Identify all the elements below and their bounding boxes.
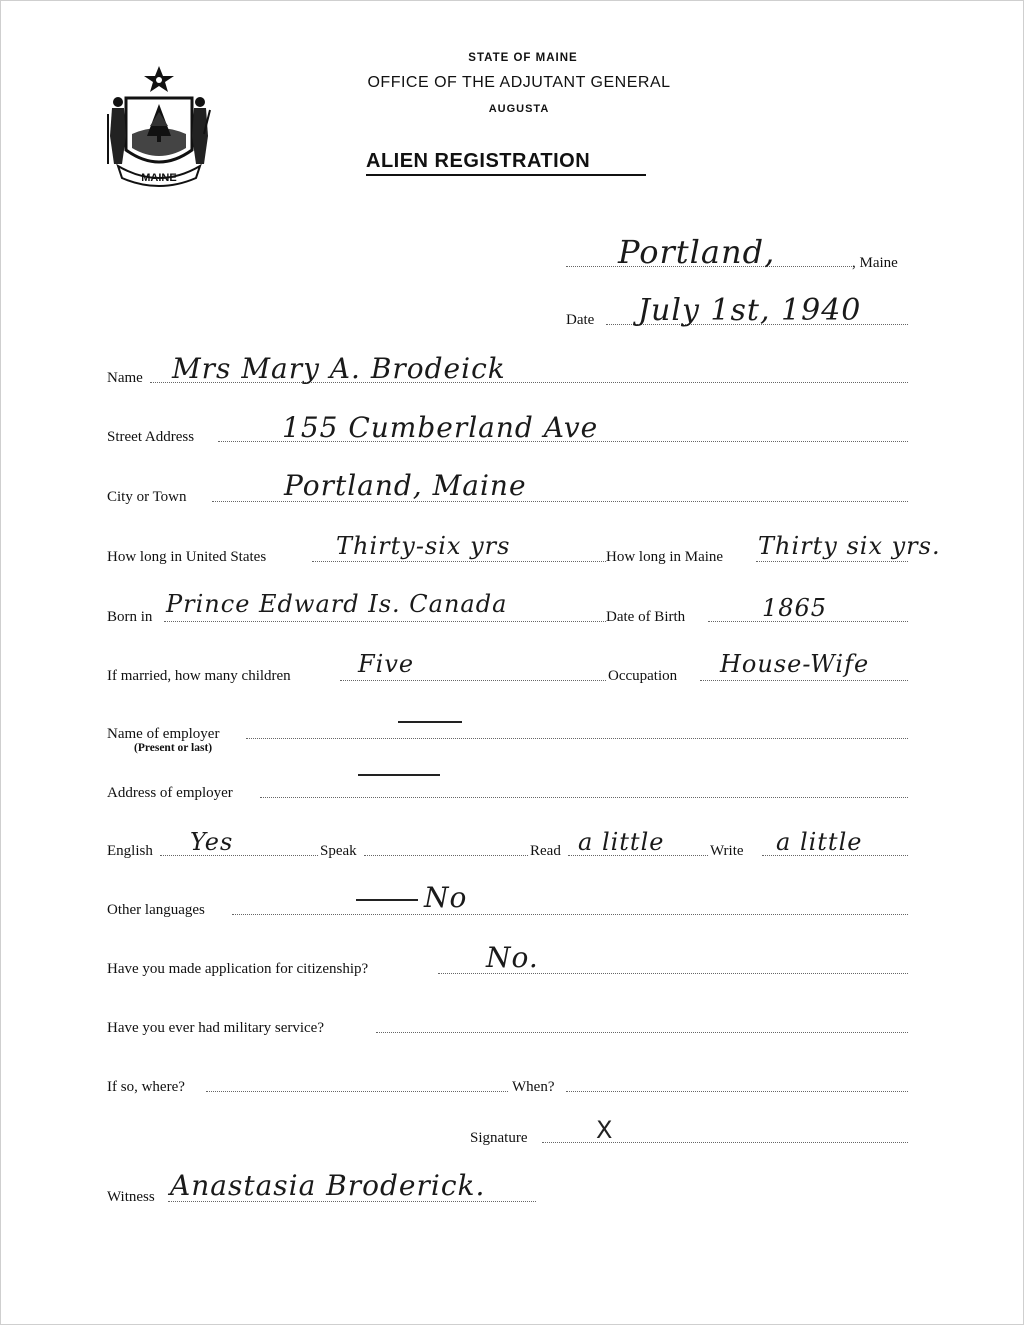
born-in-label: Born in	[107, 609, 153, 625]
how-long-maine-label: How long in Maine	[606, 549, 724, 565]
how-long-maine-value: Thirty six yrs.	[758, 532, 941, 560]
signature-label: Signature	[470, 1130, 528, 1146]
employer-dotted-line	[246, 738, 908, 739]
header-office: OFFICE OF THE ADJUTANT GENERAL	[367, 74, 671, 91]
header-city: AUGUSTA	[488, 103, 550, 115]
city-value: Portland, Maine	[284, 469, 527, 502]
military-label: Have you ever had military service?	[107, 1020, 324, 1036]
read-value: a little	[578, 828, 665, 856]
other-languages-dotted-line	[232, 914, 908, 915]
speak-label: Speak	[320, 843, 357, 859]
form-title: ALIEN REGISTRATION	[366, 150, 591, 172]
military-dotted-line	[376, 1032, 908, 1033]
children-value: Five	[358, 650, 415, 678]
date-label: Date	[566, 312, 595, 328]
employer-address-dash-mark	[358, 774, 440, 776]
speak-dotted-line	[364, 855, 528, 856]
citizenship-value: No.	[486, 941, 539, 974]
children-dotted-line	[340, 680, 606, 681]
witness-value: Anastasia Broderick.	[170, 1169, 486, 1202]
street-value: 155 Cumberland Ave	[282, 411, 599, 444]
dob-value: 1865	[762, 594, 828, 622]
read-label: Read	[530, 843, 561, 859]
signature-x-mark: X	[596, 1116, 613, 1144]
dob-label: Date of Birth	[606, 609, 686, 625]
header-state: STATE OF MAINE	[468, 52, 578, 64]
employer-dash-mark	[398, 721, 462, 723]
born-in-value: Prince Edward Is. Canada	[166, 590, 508, 618]
where-dotted-line	[206, 1091, 508, 1092]
occupation-value: House-Wife	[720, 650, 870, 678]
name-value: Mrs Mary A. Brodeick	[172, 352, 506, 385]
english-label: English	[107, 843, 153, 859]
date-value: July 1st, 1940	[638, 293, 862, 328]
street-label: Street Address	[107, 429, 195, 445]
when-dotted-line	[566, 1091, 908, 1092]
other-languages-dash-mark	[356, 899, 418, 901]
city-label: City or Town	[107, 489, 187, 505]
employer-sublabel: (Present or last)	[134, 742, 213, 754]
how-long-us-label: How long in United States	[107, 549, 267, 565]
occupation-dotted-line	[700, 680, 908, 681]
children-label: If married, how many children	[107, 668, 291, 684]
citizenship-label: Have you made application for citizenship?	[107, 961, 369, 977]
write-label: Write	[710, 843, 744, 859]
english-value: Yes	[190, 828, 234, 856]
place-suffix: , Maine	[852, 255, 898, 271]
english-dotted-line	[160, 855, 318, 856]
employer-label: Name of employer	[107, 726, 220, 742]
employer-address-label: Address of employer	[107, 785, 233, 801]
title-underline	[366, 174, 646, 176]
how-long-us-dotted-line	[312, 561, 606, 562]
born-in-dotted-line	[164, 621, 606, 622]
write-value: a little	[776, 828, 863, 856]
other-languages-value: No	[424, 881, 468, 914]
place-value: Portland,	[618, 233, 776, 271]
occupation-label: Occupation	[608, 668, 678, 684]
when-label: When?	[512, 1079, 555, 1095]
name-label: Name	[107, 370, 143, 386]
how-long-maine-dotted-line	[756, 561, 908, 562]
other-languages-label: Other languages	[107, 902, 205, 918]
employer-address-dotted-line	[260, 797, 908, 798]
where-label: If so, where?	[107, 1079, 185, 1095]
how-long-us-value: Thirty-six yrs	[336, 532, 511, 560]
witness-label: Witness	[107, 1189, 155, 1205]
seal-banner-text: MAINE	[141, 172, 177, 184]
